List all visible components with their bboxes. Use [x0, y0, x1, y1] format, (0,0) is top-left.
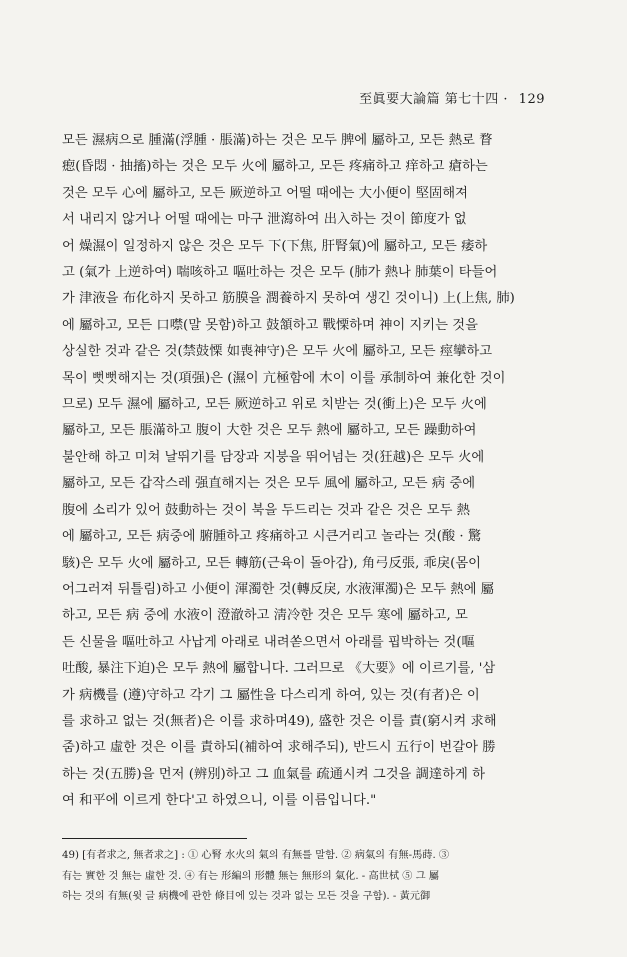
body-text-line: 腹에 소리가 있어 鼓動하는 것이 북을 두드리는 것과 같은 것은 모두 熱 — [62, 502, 470, 518]
footnote-line: 하는 것의 有無(윗 글 病機에 관한 條目에 있는 것과 없는 모든 것을 구함). - 黃元御 — [62, 891, 431, 902]
chapter-title: 至眞要大論篇 第七十四 · — [359, 92, 509, 107]
body-text-line: 목이 뻣뻣해지는 것(項强)은 (濕이 亢極함에 木이 이를 承制하여 兼化한 것이 — [62, 370, 506, 386]
body-text-line: 모든 濕病으로 腫滿(浮腫 · 脹滿)하는 것은 모두 脾에 屬하고, 모든 熱로 瞀 — [62, 133, 493, 148]
body-text-line: 어그러져 뒤틀림)하고 小便이 渾濁한 것(轉反戾, 水液渾濁)은 모두 熱에 屬 — [62, 581, 494, 597]
body-text-line: 서 내리지 않거나 어떨 때에는 마구 泄瀉하여 出入하는 것이 節度가 없 — [62, 212, 467, 228]
page-number: 129 — [518, 92, 545, 107]
body-text-line: 에 屬하고, 모든 口噤(말 못함)하고 鼓頷하고 戰慄하며 神이 지키는 것을 — [62, 317, 478, 333]
body-text-line: 불안해 하고 미쳐 날뛰기를 담장과 지붕을 뛰어넘는 것(狂越)은 모두 火에 — [62, 449, 485, 465]
body-text-line: 든 신물을 嘔吐하고 사납게 아래로 내려쏟으면서 아래를 핍박하는 것(嘔 — [62, 634, 475, 650]
body-text-line: 므로) 모두 濕에 屬하고, 모든 厥逆하고 위로 치받는 것(衝上)은 모두 火에 — [62, 397, 487, 413]
body-text-line: 하고, 모든 病 중에 水液이 澄澈하고 淸冷한 것은 모두 寒에 屬하고, 모 — [62, 608, 468, 624]
body-text-line: 駭)은 모두 火에 屬하고, 모든 轉筋(근육이 돌아감), 角弓反張, 乖戾(몸이 — [62, 555, 482, 571]
body-text-line: 吐酸, 暴注下迫)은 모두 熱에 屬합니다. 그러므로 《大要》에 이르기를, '삼 — [62, 661, 496, 677]
body-text-line: 고 (氣가 上逆하여) 喘咳하고 嘔吐하는 것은 모두 (肺가 熱나 肺葉이 타들어 — [62, 265, 498, 281]
body-text-line: 에 屬하고, 모든 病중에 腑腫하고 疼痛하고 시큰거리고 놀라는 것(酸 · 驚 — [62, 529, 482, 545]
footnote-divider — [62, 838, 247, 839]
body-text-line: 가 病機를 (遵)守하고 각기 그 屬性을 다스리게 하여, 있는 것(有者)은 이 — [62, 687, 480, 703]
body-text-line: 屬하고, 모든 갑작스레 强直해지는 것은 모두 風에 屬하고, 모든 病 중에 — [62, 476, 476, 492]
body-text-line: 것은 모두 心에 屬하고, 모든 厥逆하고 어떨 때에는 大小便이 堅固해져 — [62, 185, 468, 201]
body-text-line: 하는 것(五勝)을 먼저 (辨別)하고 그 血氣를 疏通시켜 그것을 調達하게 하 — [62, 766, 485, 782]
footnote-line: 有는 實한 것 無는 虛한 것. ④ 有는 形編의 形體 無는 無形의 氣化. - 高世栻 ⑤ 그 屬 — [62, 870, 439, 882]
body-text-line: 瘛(昏悶 · 抽搐)하는 것은 모두 火에 屬하고, 모든 疼痛하고 痒하고 瘡하는 — [62, 159, 488, 175]
body-text-line: 줌)하고 虛한 것은 이를 責하되(補하여 求해주되), 반드시 五行이 번갈아 勝 — [62, 740, 496, 756]
body-text-line: 가 津液을 布化하지 못하고 筋膜을 潤養하지 못하여 생긴 것이니) 上(上焦, 肺) — [62, 291, 515, 307]
body-text-line: 여 和平에 이르게 한다'고 하였으니, 이를 이름입니다." — [62, 793, 377, 809]
footnote-line: 49) [有者求之, 無者求之] : ① 心腎 水火의 氣의 有無를 말함. ② 病氣의 有無-馬蒔. ③ — [62, 850, 450, 861]
body-text-line: 상실한 것과 같은 것(禁鼓慄 如喪神守)은 모두 火에 屬하고, 모든 痙攣하고 — [62, 344, 493, 360]
body-text-line: 屬하고, 모든 脹滿하고 腹이 大한 것은 모두 熱에 屬하고, 모든 躁動하여 — [62, 423, 477, 439]
main-text — [62, 128, 570, 815]
body-text-line: 어 燥濕이 일정하지 않은 것은 모두 下(下焦, 肝腎氣)에 屬하고, 모든 痿하 — [62, 238, 488, 254]
running-header — [359, 88, 545, 107]
footnote — [62, 846, 570, 908]
body-text-line: 를 求하고 없는 것(無者)은 이를 求하며49), 盛한 것은 이를 責(窮시켜 求해 — [62, 713, 497, 729]
